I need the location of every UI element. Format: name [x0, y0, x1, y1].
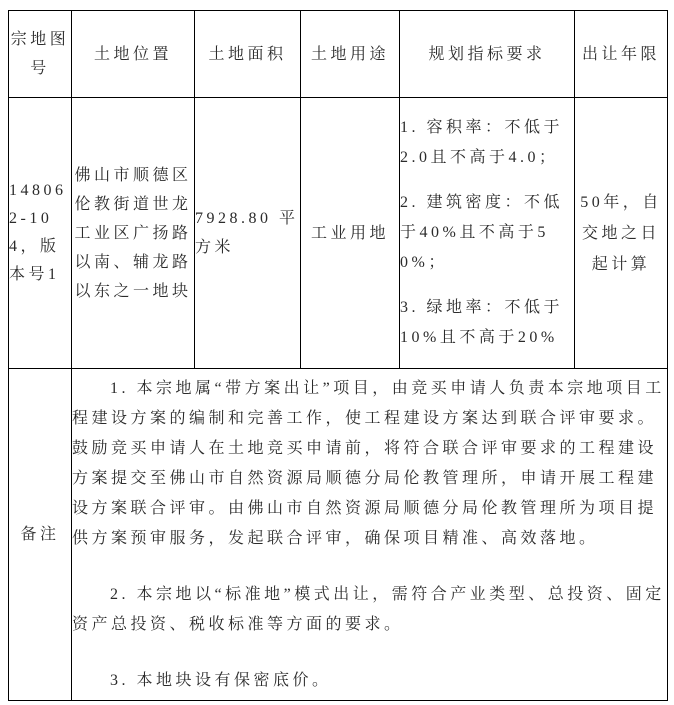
paragraph: 1. 本宗地属“带方案出让”项目，由竞买申请人负责本宗地项目工程建设方案的编制和完善工作，使工程建设方案达到联合评审要求。鼓励竞买申请人在土地竞买申请前，将符合联合评审要求的工程建设方案提交至佛山市自然资源局顺德分局伦教管理所，申请开展工程建设方案联合评审。由佛山市自然资源局顺德分局伦教管理所为项目提供方案预审服务，发起联合评审，确保项目精准、高效落地。: [72, 379, 665, 547]
paragraph: 3. 绿地率：不低于10%且不高于20%: [400, 299, 564, 346]
cell-planning-requirements: [400, 98, 575, 369]
cell-remark-label: 备注: [9, 369, 72, 701]
cell-grant-term: 50年，自交地之日起计算: [575, 98, 668, 369]
cell-remark-content: [72, 369, 668, 701]
header-land-location: 土地位置: [72, 11, 195, 98]
remark-row: [9, 369, 668, 701]
header-land-area: 土地面积: [195, 11, 301, 98]
header-grant-term: 出让年限: [575, 11, 668, 98]
paragraph: 2. 建筑密度：不低于40%且不高于50%；: [400, 194, 564, 271]
header-land-use: 土地用途: [301, 11, 400, 98]
cell-parcel-map-number: 148062-104，版本号1: [9, 98, 72, 369]
cell-land-location: 佛山市顺德区伦教街道世龙工业区广扬路以南、辅龙路以东之一地块: [72, 98, 195, 369]
cell-land-use: 工业用地: [301, 98, 400, 369]
header-parcel-map-number: 宗地图号: [9, 11, 72, 98]
cell-land-area: 7928.80 平方米: [195, 98, 301, 369]
land-parcel-table: [8, 10, 668, 701]
header-planning-requirements: 规划指标要求: [400, 11, 575, 98]
paragraph: 1. 容积率：不低于2.0且不高于4.0；: [400, 119, 564, 166]
paragraph: 3. 本地块设有保密底价。: [110, 671, 332, 689]
parcel-data-row: [9, 98, 668, 369]
paragraph: 2. 本宗地以“标准地”模式出让，需符合产业类型、总投资、固定资产总投资、税收标准等方面的要求。: [72, 585, 665, 633]
header-row: [9, 11, 668, 98]
